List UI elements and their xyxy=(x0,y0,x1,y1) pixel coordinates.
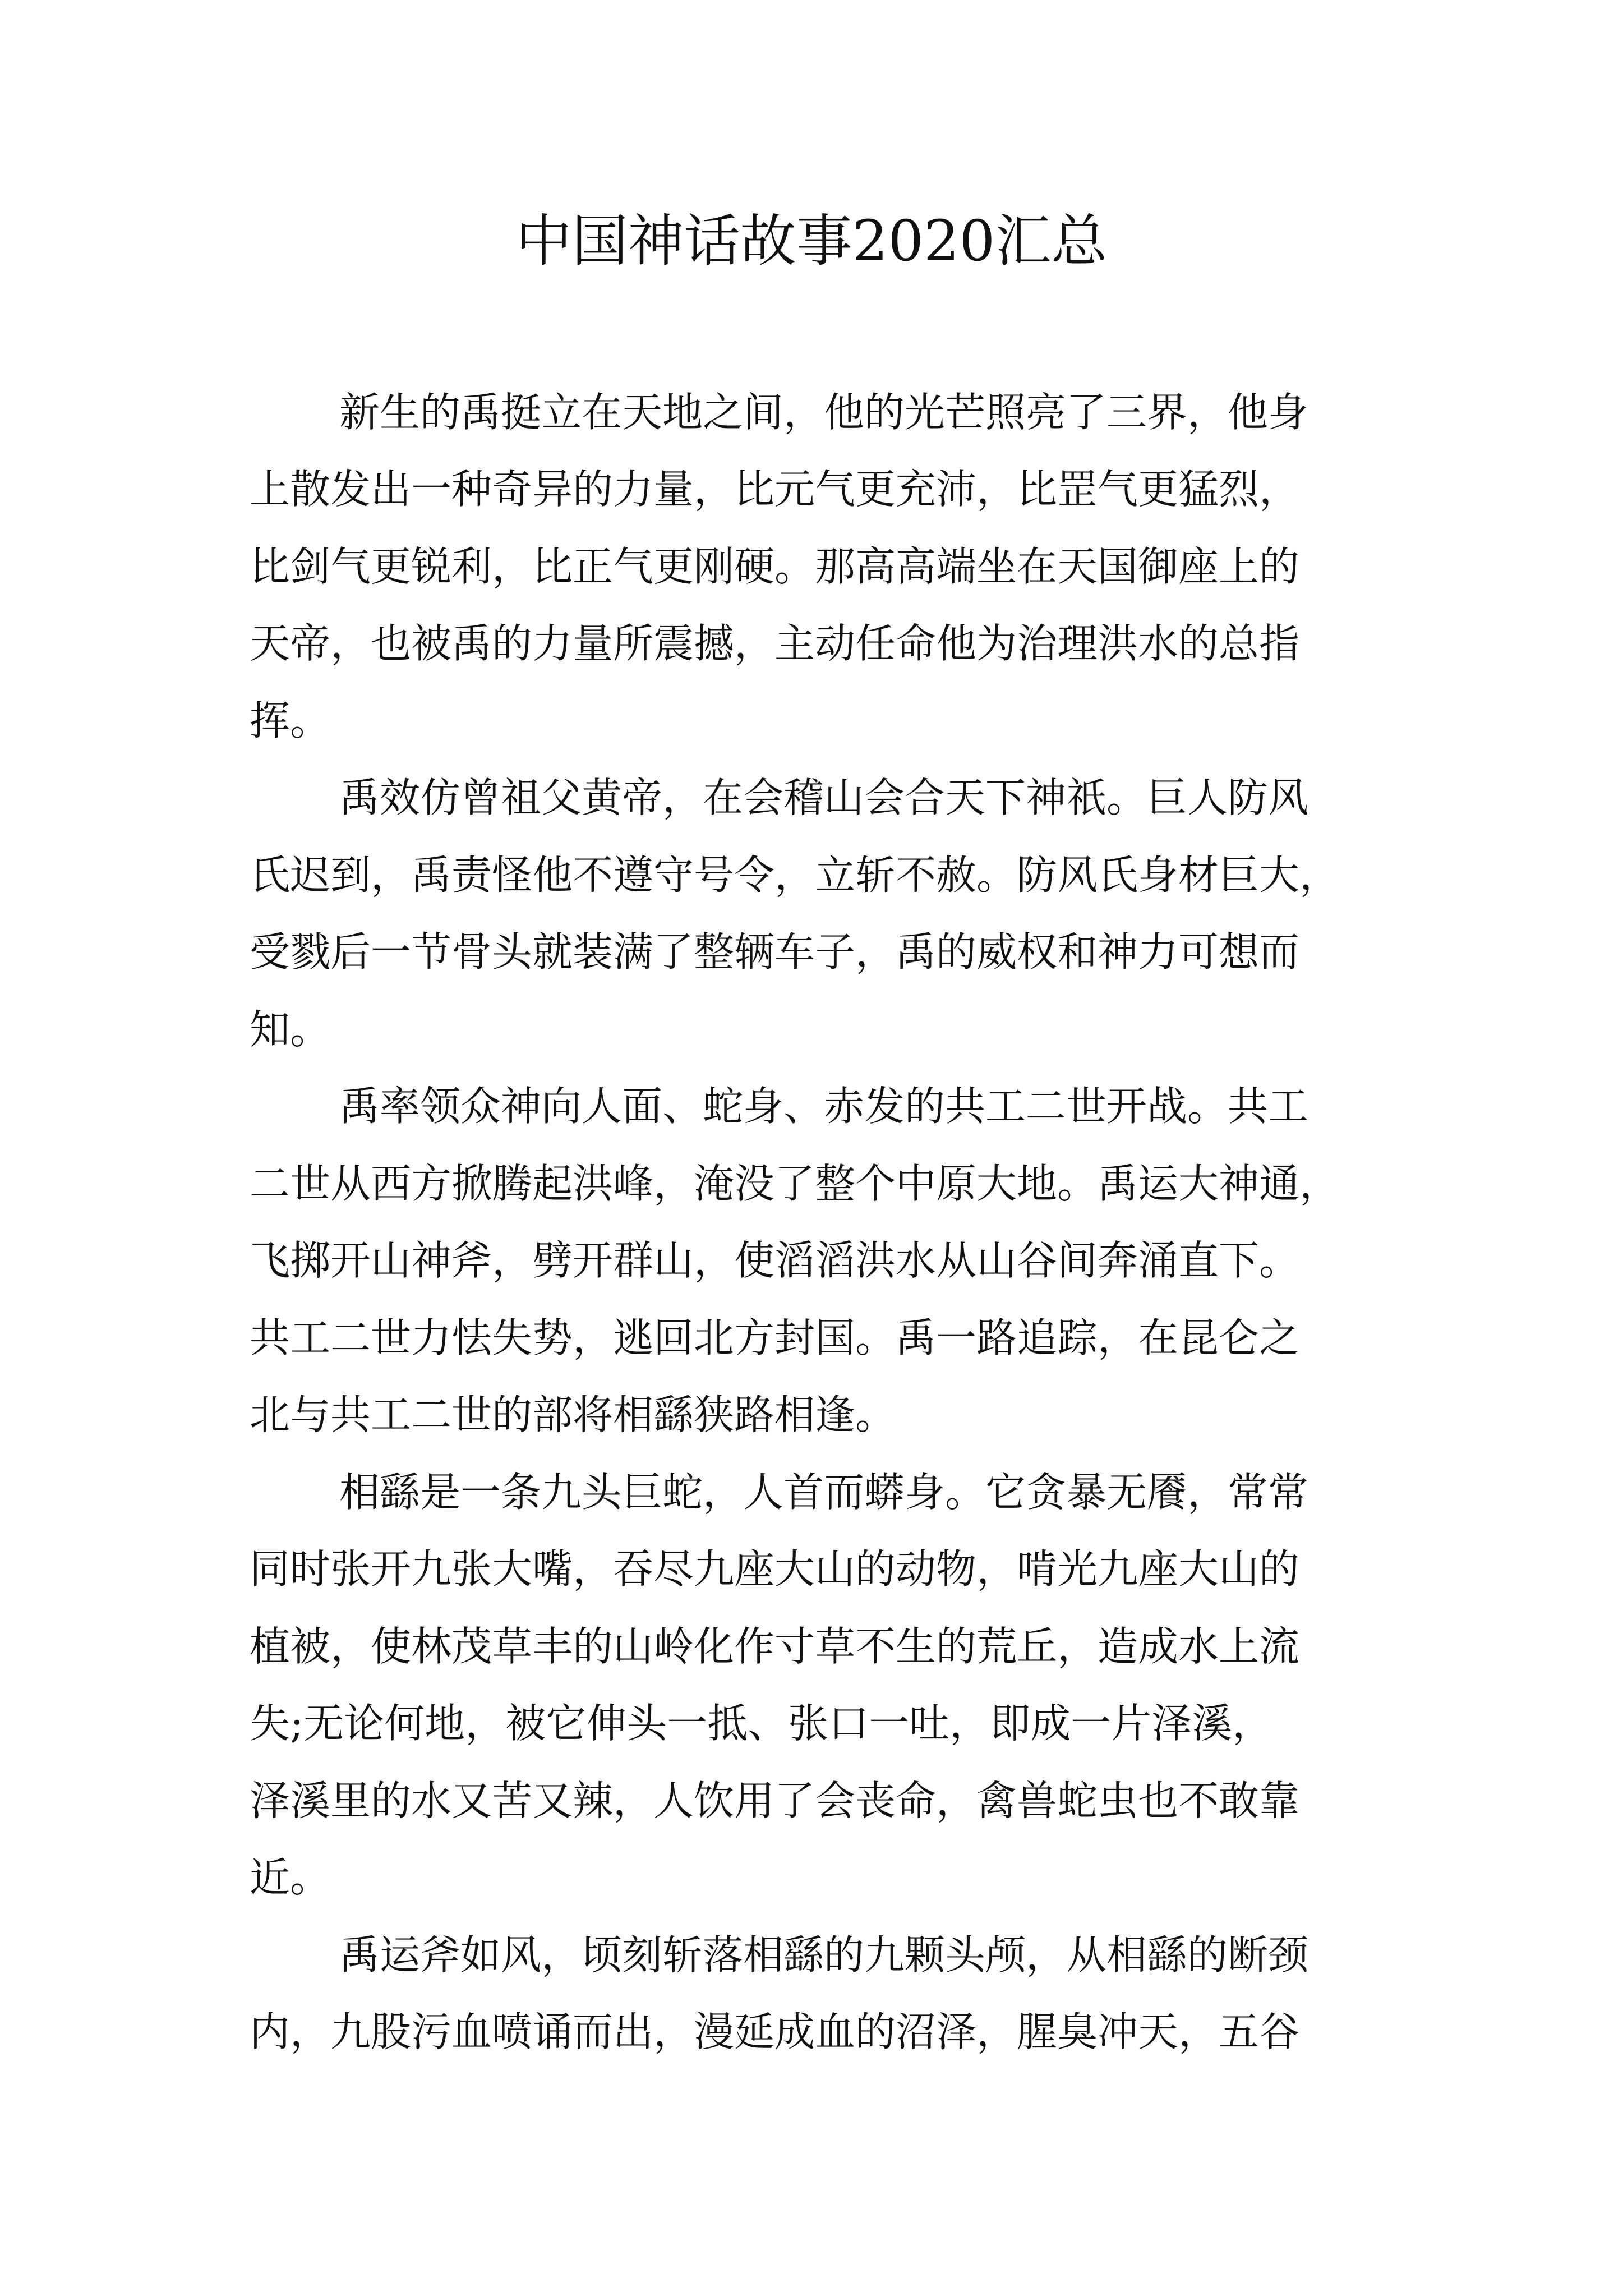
paragraph-line: 新生的禹挺立在天地之间，他的光芒照亮了三界，他身 xyxy=(339,389,1309,436)
paragraph-line: 二世从西方掀腾起洪峰，淹没了整个中原大地。禹运大神通， xyxy=(250,1160,1340,1207)
paragraph-line: 上散发出一种奇异的力量，比元气更充沛，比罡气更猛烈， xyxy=(250,466,1300,513)
paragraph-line: 氏迟到，禹责怪他不遵守号令，立斩不赦。防风氏身材巨大， xyxy=(250,852,1340,899)
paragraph-line: 禹率领众神向人面、蛇身、赤发的共工二世开战。共工 xyxy=(339,1083,1309,1130)
paragraph-line: 北与共工二世的部将相繇狭路相逢。 xyxy=(250,1391,896,1438)
paragraph-line: 飞掷开山神斧，劈开群山，使滔滔洪水从山谷间奔涌直下。 xyxy=(250,1237,1300,1284)
document-title: 中国神话故事2020汇总 xyxy=(515,208,1108,274)
paragraph-line: 失;无论何地，被它伸头一抵、张口一吐，即成一片泽溪， xyxy=(250,1700,1273,1747)
paragraph-line: 禹运斧如风，顷刻斩落相繇的九颗头颅，从相繇的断颈 xyxy=(339,1931,1309,1978)
paragraph-line: 内，九股污血喷诵而出，漫延成血的沼泽，腥臭冲天，五谷 xyxy=(250,2008,1300,2055)
paragraph-line: 天帝，也被禹的力量所震撼，主动任命他为治理洪水的总指 xyxy=(250,620,1300,667)
paragraph-line: 知。 xyxy=(250,1006,331,1053)
paragraph-line: 泽溪里的水又苦又辣，人饮用了会丧命，禽兽蛇虫也不敢靠 xyxy=(250,1777,1300,1824)
paragraph-line: 受戮后一节骨头就装满了整辆车子，禹的威权和神力可想而 xyxy=(250,928,1300,976)
paragraph-line: 共工二世力怯失势，逃回北方封国。禹一路追踪，在昆仑之 xyxy=(250,1314,1300,1361)
paragraph-line: 比剑气更锐利，比正气更刚硬。那高高端坐在天国御座上的 xyxy=(250,543,1300,590)
paragraph-line: 植被，使林茂草丰的山岭化作寸草不生的荒丘，造成水上流 xyxy=(250,1623,1300,1670)
paragraph-line: 近。 xyxy=(250,1854,331,1901)
paragraph-line: 相繇是一条九头巨蛇，人首而蟒身。它贪暴无餍，常常 xyxy=(339,1469,1309,1516)
paragraph-line: 挥。 xyxy=(250,697,331,744)
paragraph-line: 同时张开九张大嘴，吞尽九座大山的动物，啃光九座大山的 xyxy=(250,1545,1300,1593)
paragraph-line: 禹效仿曾祖父黄帝，在会稽山会合天下神祇。巨人防风 xyxy=(339,774,1309,821)
